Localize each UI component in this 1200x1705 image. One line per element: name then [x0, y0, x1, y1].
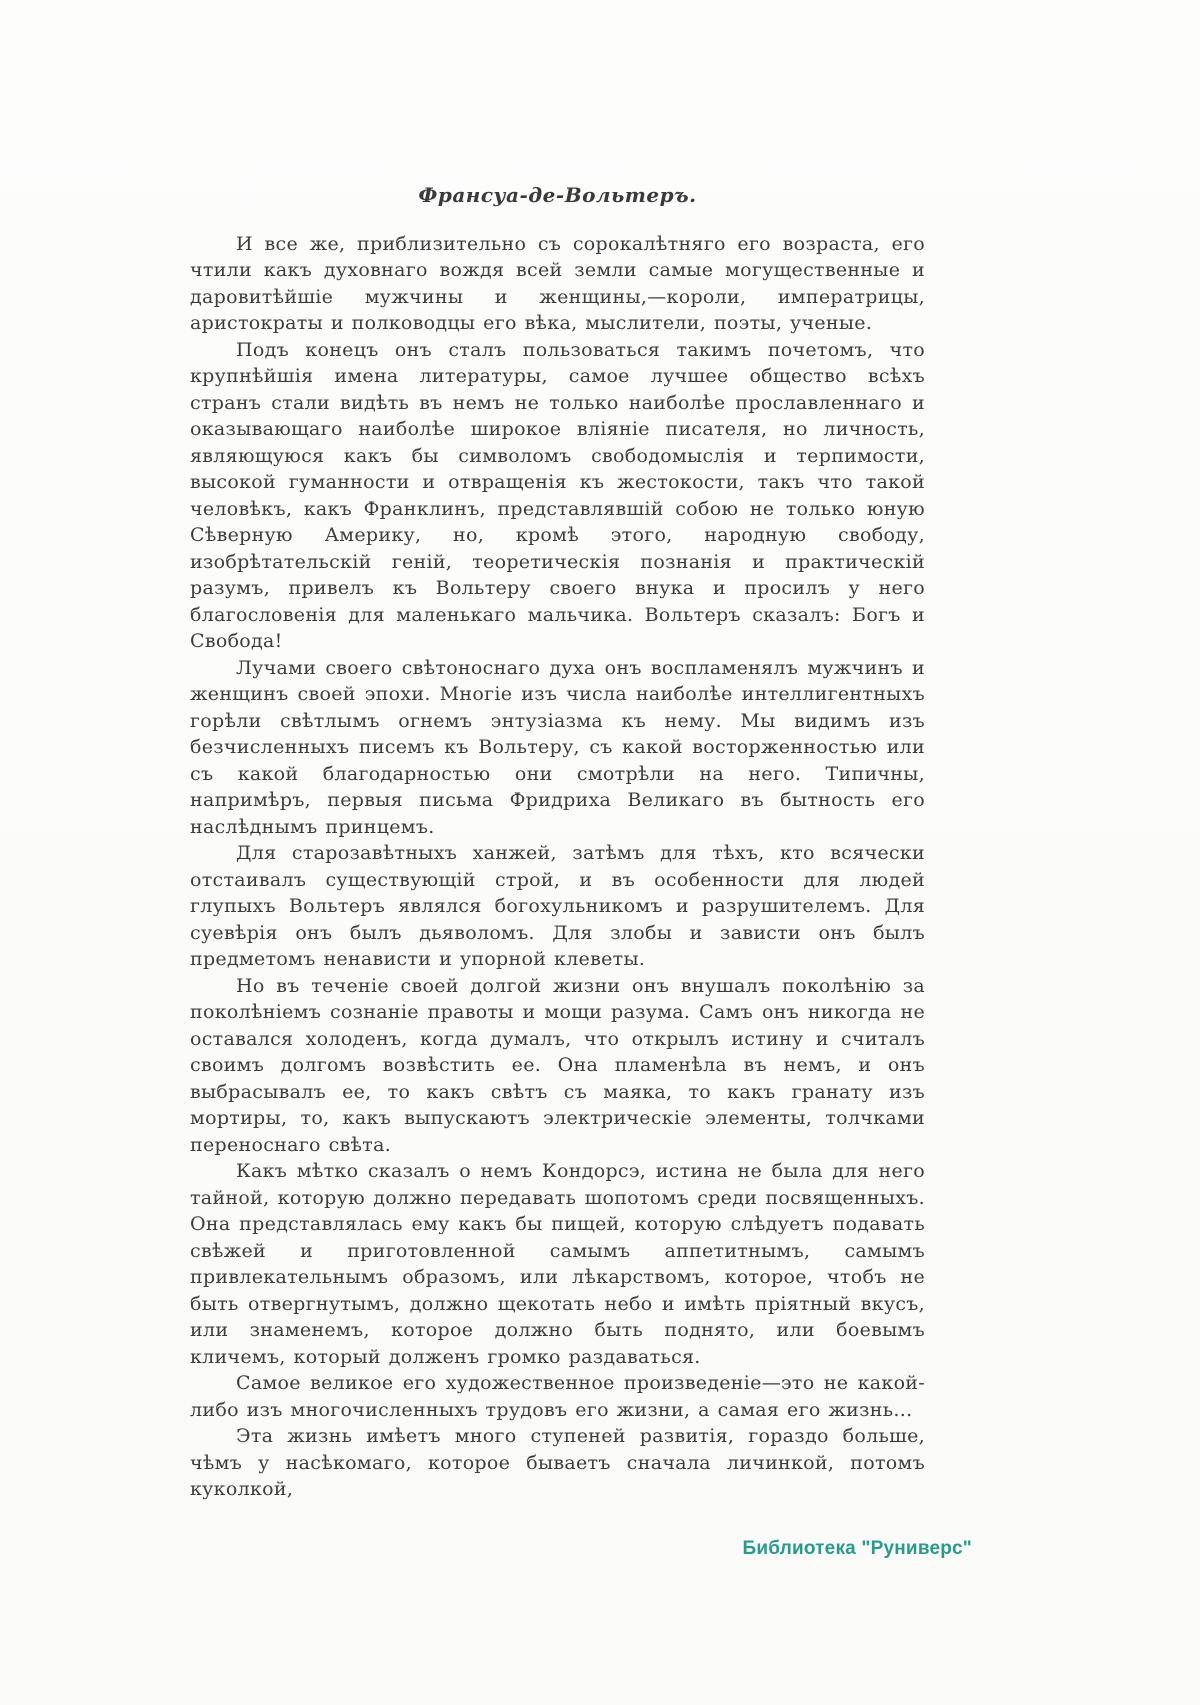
paragraph: Для старозавѣтныхъ ханжей, затѣмъ для тѣхъ, кто всячески отстаивалъ существующій строй, и въ особенности для людей глупыхъ Вольтеръ являлся богохульникомъ и разрушителемъ. Для суевѣрія онъ былъ дьяволомъ. Для злобы и зависти онъ былъ предметомъ ненависти и упорной клеветы. — [190, 842, 925, 970]
paragraph: Но въ теченіе своей долгой жизни онъ внушалъ поколѣнію за поколѣніемъ сознаніе правоты и мощи разума. Самъ онъ никогда не оставался холоденъ, когда думалъ, что открылъ истину и считалъ своимъ долгомъ возвѣстить ее. Она пламенѣла въ немъ, и онъ выбрасывалъ ее, то какъ свѣтъ съ маяка, то какъ гранату изъ мортиры, то, какъ выпускаютъ электрическіе элементы, толчками переноснаго свѣта. — [190, 974, 925, 1156]
text-column — [190, 182, 925, 1503]
paragraph: Какъ мѣтко сказалъ о немъ Кондорсэ, истина не была для него тайной, которую должно передавать шопотомъ среди посвященныхъ. Она представлялась ему какъ бы пищей, которую слѣдуетъ подавать свѣжей и приготовленной самымъ аппетитнымъ, самымъ привлекательнымъ образомъ, или лѣкарствомъ, которое, чтобъ не быть отвергнутымъ, должно щекотать небо и имѣть пріятный вкусъ, или знаменемъ, которое должно быть поднято, или боевымъ кличемъ, который долженъ громко раздаваться. — [190, 1160, 925, 1368]
paragraph: И все же, приблизительно съ сорокалѣтняго его возраста, его чтили какъ духовнаго вождя всей земли самые могущественные и даровитѣйшіе мужчины и женщины,—короли, императрицы, аристократы и полководцы его вѣка, мыслители, поэты, ученые. — [190, 232, 925, 334]
page-title: Франсуа-де-Вольтеръ. — [418, 183, 697, 207]
paragraph: Подъ конецъ онъ сталъ пользоваться такимъ почетомъ, что крупнѣйшія имена литературы, самое лучшее общество всѣхъ странъ стали видѣть въ немъ не только наиболѣе прославленнаго и оказывающаго наиболѣе широкое вліяніе писателя, но личность, являющуюся какъ бы символомъ свободомыслія и терпимости, высокой гуманности и отвращенія къ жестокости, такъ что такой человѣкъ, какъ Франклинъ, представлявшій собою не только юную Сѣверную Америку, но, кромѣ этого, народную свободу, изобрѣтательскій геній, теоретическія познанія и практическій разумъ, привелъ къ Вольтеру своего внука и просилъ у него благословенія для маленькаго мальчика. Вольтеръ сказалъ: Богъ и Свобода! — [190, 338, 925, 652]
paragraph: Лучами своего свѣтоноснаго духа онъ воспламенялъ мужчинъ и женщинъ своей эпохи. Многіе изъ числа наиболѣе интеллигентныхъ горѣли свѣтлымъ огнемъ энтузіазма къ нему. Мы видимъ изъ безчисленныхъ писемъ къ Вольтеру, съ какой восторженностью или съ какой благодарностью они смотрѣли на него. Типичны, напримѣръ, первыя письма Фридриха Великаго въ бытность его наслѣднымъ принцемъ. — [190, 656, 925, 838]
paragraph: Эта жизнь имѣетъ много ступеней развитія, гораздо больше, чѣмъ у насѣкомаго, которое бываетъ сначала личинкой, потомъ куколкой, — [190, 1425, 925, 1500]
paragraph: Самое великое его художественное произведеніе—это не какой-либо изъ многочисленныхъ трудовъ его жизни, а самая его жизнь... — [190, 1372, 925, 1421]
library-watermark: Библиотека "Руниверс" — [742, 1538, 972, 1559]
